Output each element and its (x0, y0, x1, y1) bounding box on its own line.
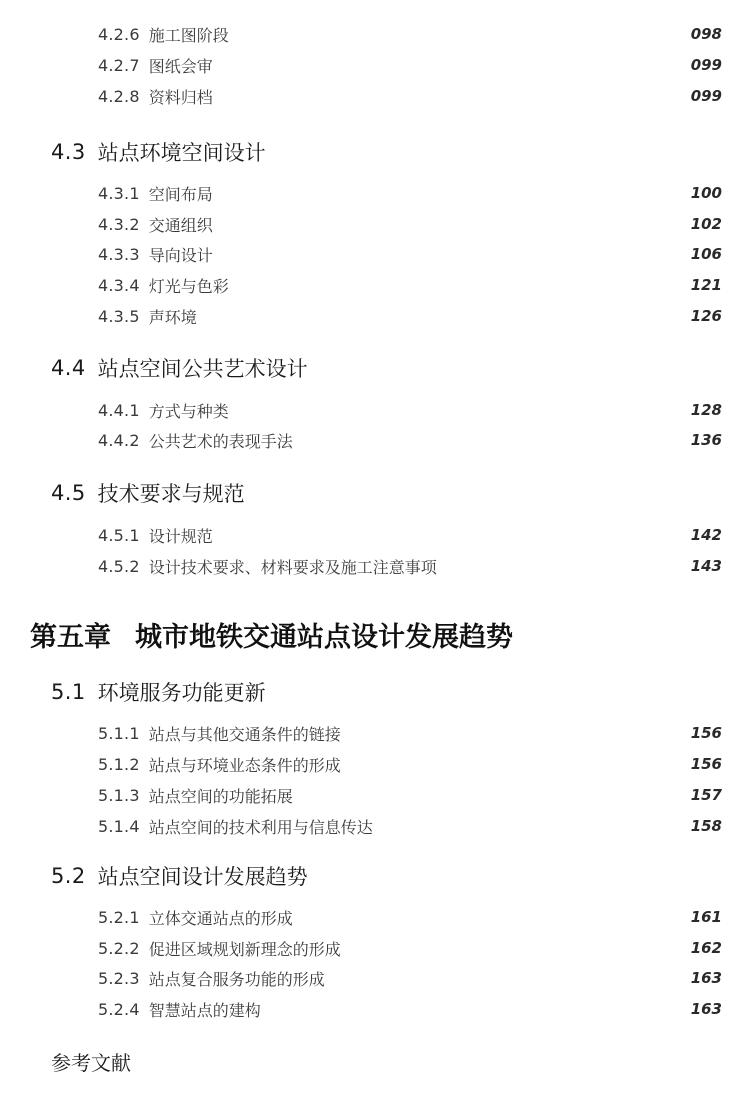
entry-page-number: 161 (690, 908, 722, 926)
chapter-label: 第五章 (30, 621, 111, 653)
entry-number: 5.1.4 (98, 816, 140, 836)
toc-entry[interactable] (98, 904, 722, 930)
entry-number: 4.3.1 (98, 183, 140, 203)
section-heading-4-4[interactable] (51, 352, 308, 384)
section-heading-5-2[interactable] (51, 860, 308, 892)
toc-entry[interactable] (98, 522, 722, 548)
entry-number: 5.2.2 (98, 938, 140, 958)
toc-entry[interactable] (98, 397, 722, 423)
entry-number: 4.3.5 (98, 306, 140, 326)
section-number: 4.4 (51, 356, 86, 380)
entry-number: 5.1.1 (98, 723, 140, 743)
entry-title: 智慧站点的建构 (148, 1000, 261, 1020)
entry-page-number: 157 (690, 786, 722, 804)
entry-page-number: 099 (690, 87, 722, 105)
entry-number: 4.2.6 (98, 24, 140, 44)
entry-title: 导向设计 (148, 245, 213, 265)
entry-title: 站点空间的技术利用与信息传达 (148, 817, 373, 837)
entry-number: 4.3.4 (98, 275, 140, 295)
entry-title: 立体交通站点的形成 (148, 908, 293, 928)
entry-number: 5.2.1 (98, 907, 140, 927)
toc-entry[interactable] (98, 427, 722, 453)
toc-entry[interactable] (98, 303, 722, 329)
entry-number: 4.3.2 (98, 214, 140, 234)
toc-entry[interactable] (98, 241, 722, 267)
toc-entry[interactable] (98, 751, 722, 777)
entry-title: 站点复合服务功能的形成 (148, 969, 325, 989)
entry-title: 空间布局 (148, 184, 213, 204)
toc-entry[interactable] (98, 965, 722, 991)
entry-number: 4.5.1 (98, 525, 140, 545)
chapter-title: 城市地铁交通站点设计发展趋势 (135, 621, 513, 653)
entry-page-number: 142 (690, 526, 722, 544)
toc-entry[interactable] (98, 272, 722, 298)
toc-entry[interactable] (98, 21, 722, 47)
entry-title: 设计规范 (148, 526, 213, 546)
entry-title: 促进区域规划新理念的形成 (148, 939, 341, 959)
section-heading-4-5[interactable] (51, 477, 245, 509)
entry-page-number: 126 (690, 307, 722, 325)
entry-page-number: 156 (690, 724, 722, 742)
toc-entry[interactable] (98, 180, 722, 206)
section-number: 5.2 (51, 864, 86, 888)
section-heading-5-1[interactable] (51, 676, 266, 708)
entry-page-number: 143 (690, 557, 722, 575)
section-title: 站点空间公共艺术设计 (97, 357, 308, 381)
entry-page-number: 106 (690, 245, 722, 263)
toc-entry[interactable] (98, 935, 722, 961)
entry-number: 5.2.3 (98, 968, 140, 988)
section-title: 站点空间设计发展趋势 (97, 865, 308, 889)
entry-number: 4.5.2 (98, 556, 140, 576)
entry-title: 交通组织 (148, 215, 213, 235)
entry-title: 图纸会审 (148, 56, 213, 76)
entry-page-number: 158 (690, 817, 722, 835)
toc-entry[interactable] (98, 720, 722, 746)
entry-page-number: 128 (690, 401, 722, 419)
entry-page-number: 121 (690, 276, 722, 294)
entry-number: 5.2.4 (98, 999, 140, 1019)
toc-entry[interactable] (98, 553, 722, 579)
chapter-heading[interactable] (30, 612, 513, 656)
entry-title: 设计技术要求、材料要求及施工注意事项 (148, 557, 437, 577)
toc-entry[interactable] (98, 211, 722, 237)
entry-number: 4.2.7 (98, 55, 140, 75)
entry-page-number: 163 (690, 1000, 722, 1018)
section-number: 4.5 (51, 481, 86, 505)
entry-page-number: 098 (690, 25, 722, 43)
entry-title: 施工图阶段 (148, 25, 229, 45)
section-number: 5.1 (51, 680, 86, 704)
entry-title: 资料归档 (148, 87, 213, 107)
entry-title: 站点与其他交通条件的链接 (148, 724, 341, 744)
entry-number: 4.3.3 (98, 244, 140, 264)
section-title: 环境服务功能更新 (97, 681, 266, 705)
entry-title: 方式与种类 (148, 401, 229, 421)
section-heading-4-3[interactable] (51, 136, 266, 168)
entry-page-number: 163 (690, 969, 722, 987)
toc-entry[interactable] (98, 52, 722, 78)
toc-entry[interactable] (98, 813, 722, 839)
toc-entry[interactable] (98, 782, 722, 808)
section-title: 技术要求与规范 (97, 482, 245, 506)
entry-title: 站点空间的功能拓展 (148, 786, 293, 806)
entry-title: 公共艺术的表现手法 (148, 431, 293, 451)
entry-number: 4.4.1 (98, 400, 140, 420)
entry-page-number: 099 (690, 56, 722, 74)
section-title: 站点环境空间设计 (97, 141, 266, 165)
entry-number: 4.2.8 (98, 86, 140, 106)
entry-title: 声环境 (148, 307, 197, 327)
toc-entry[interactable] (98, 996, 722, 1022)
entry-page-number: 162 (690, 939, 722, 957)
entry-number: 5.1.2 (98, 754, 140, 774)
entry-title: 站点与环境业态条件的形成 (148, 755, 341, 775)
entry-page-number: 156 (690, 755, 722, 773)
entry-number: 4.4.2 (98, 430, 140, 450)
entry-page-number: 100 (690, 184, 722, 202)
toc-entry[interactable] (98, 83, 722, 109)
entry-page-number: 136 (690, 431, 722, 449)
entry-number: 5.1.3 (98, 785, 140, 805)
entry-page-number: 102 (690, 215, 722, 233)
entry-title: 灯光与色彩 (148, 276, 229, 296)
references-heading[interactable]: 参考文献 (51, 1050, 131, 1075)
section-number: 4.3 (51, 140, 86, 164)
